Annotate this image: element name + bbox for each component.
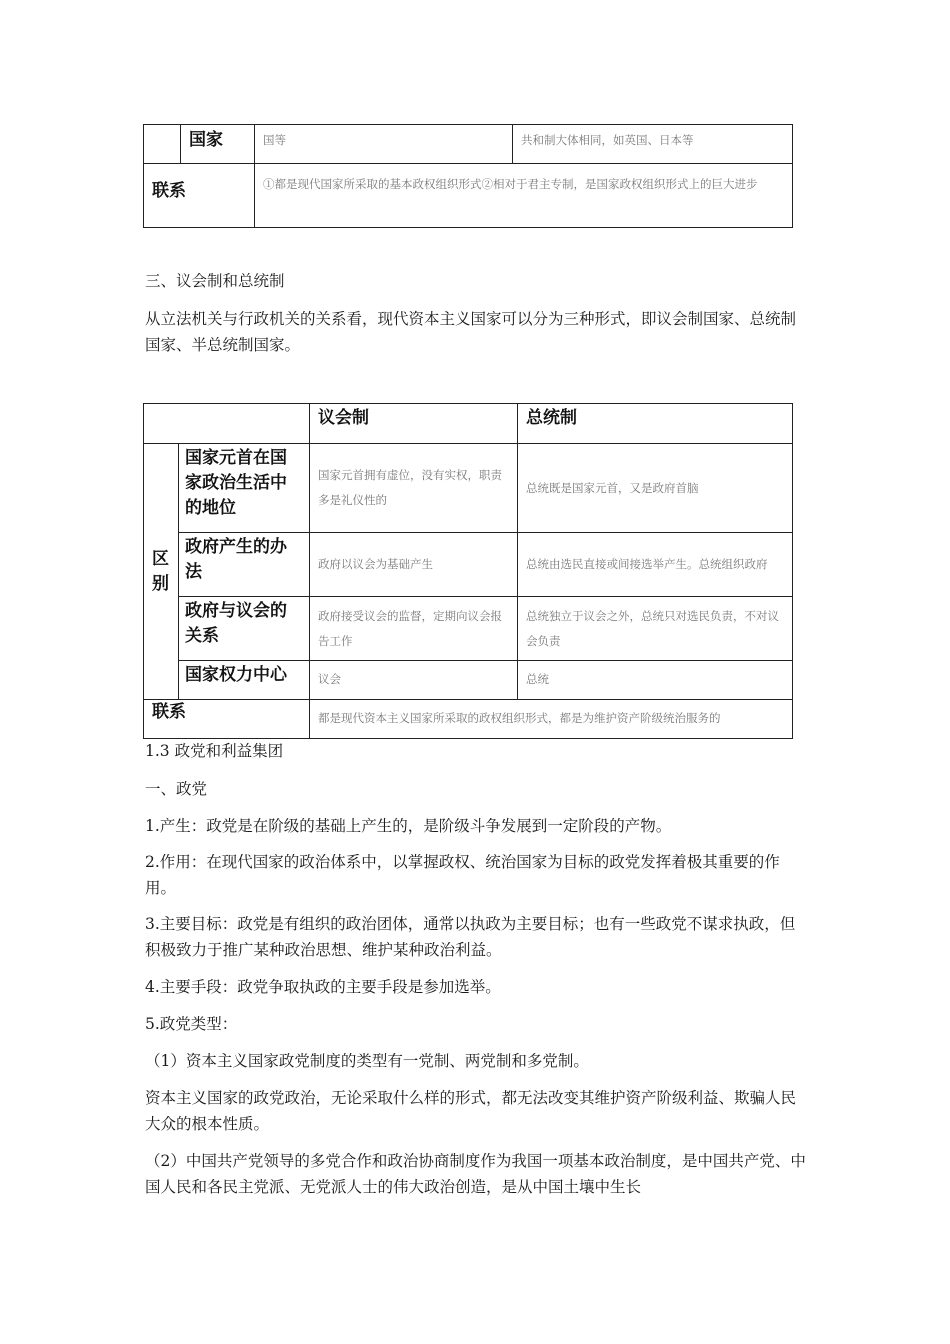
paragraph: 资本主义国家的政党政治，无论采取什么样的形式，都无法改变其维护资产阶级利益、欺骗人民大众的根本性质。	[145, 1089, 797, 1133]
cell-lianxi-text: ①都是现代国家所采取的基本政权组织形式②相对于君主专制，是国家政权组织形式上的巨大进步	[255, 164, 793, 228]
cell-parliamentary: 国家元首拥有虚位，没有实权，职责多是礼仪性的	[310, 444, 518, 533]
row-label-guojia: 国家	[181, 125, 255, 164]
paragraph: 一、政党	[145, 780, 208, 798]
comparison-table-continued	[143, 124, 793, 228]
cell-presidential: 总统独立于议会之外，总统只对选民负责，不对议会负责	[518, 597, 793, 661]
corner-cell	[144, 404, 310, 444]
row-label: 国家权力中心	[179, 661, 310, 700]
cell-guojia-b: 共和制大体相同，如英国、日本等	[513, 125, 793, 164]
header-parliamentary: 议会制	[310, 404, 518, 444]
cell-lianxi-text: 都是现代资本主义国家所采取的政权组织形式，都是为维护资产阶级统治服务的	[310, 700, 793, 739]
paragraph: 5.政党类型：	[145, 1015, 238, 1033]
cell-parliamentary: 政府接受议会的监督，定期向议会报告工作	[310, 597, 518, 661]
row-label: 政府与议会的关系	[179, 597, 310, 661]
paragraph: 4.主要手段：政党争取执政的主要手段是参加选举。	[145, 978, 501, 996]
paragraph: 1.产生：政党是在阶级的基础上产生的，是阶级斗争发展到一定阶段的产物。	[145, 817, 672, 835]
row-label: 政府产生的办法	[179, 533, 310, 597]
section-heading: 三、议会制和总统制	[145, 272, 285, 290]
paragraph: 2.作用：在现代国家的政治体系中，以掌握政权、统治国家为目标的政党发挥着极其重要的作用。	[145, 853, 780, 897]
row-label-lianxi: 联系	[144, 164, 255, 228]
cell-guojia-a: 国等	[255, 125, 513, 164]
paragraph: 1.3 政党和利益集团	[145, 742, 284, 760]
parliamentary-presidential-table	[143, 403, 793, 739]
cell-presidential: 总统既是国家元首，又是政府首脑	[518, 444, 793, 533]
row-label-lianxi: 联系	[144, 700, 310, 739]
header-presidential: 总统制	[518, 404, 793, 444]
cell-presidential: 总统	[518, 661, 793, 700]
cell-parliamentary: 议会	[310, 661, 518, 700]
paragraph: 3.主要目标：政党是有组织的政治团体，通常以执政为主要目标；也有一些政党不谋求执政，但积极致力于推广某种政治思想、维护某种政治利益。	[145, 915, 796, 959]
paragraph: （2）中国共产党领导的多党合作和政治协商制度作为我国一项基本政治制度，是中国共产党、中国人民和各民主党派、无党派人士的伟大政治创造，是从中国土壤中生长	[145, 1152, 806, 1196]
group-label-qubie: 区别	[144, 444, 179, 700]
empty-group-cell	[144, 125, 181, 164]
row-label: 国家元首在国家政治生活中的地位	[179, 444, 310, 533]
paragraph: （1）资本主义国家政党制度的类型有一党制、两党制和多党制。	[145, 1052, 589, 1070]
cell-presidential: 总统由选民直接或间接选举产生。总统组织政府	[518, 533, 793, 597]
cell-parliamentary: 政府以议会为基础产生	[310, 533, 518, 597]
section-intro: 从立法机关与行政机关的关系看，现代资本主义国家可以分为三种形式，即议会制国家、总统制国家、半总统制国家。	[145, 310, 797, 354]
